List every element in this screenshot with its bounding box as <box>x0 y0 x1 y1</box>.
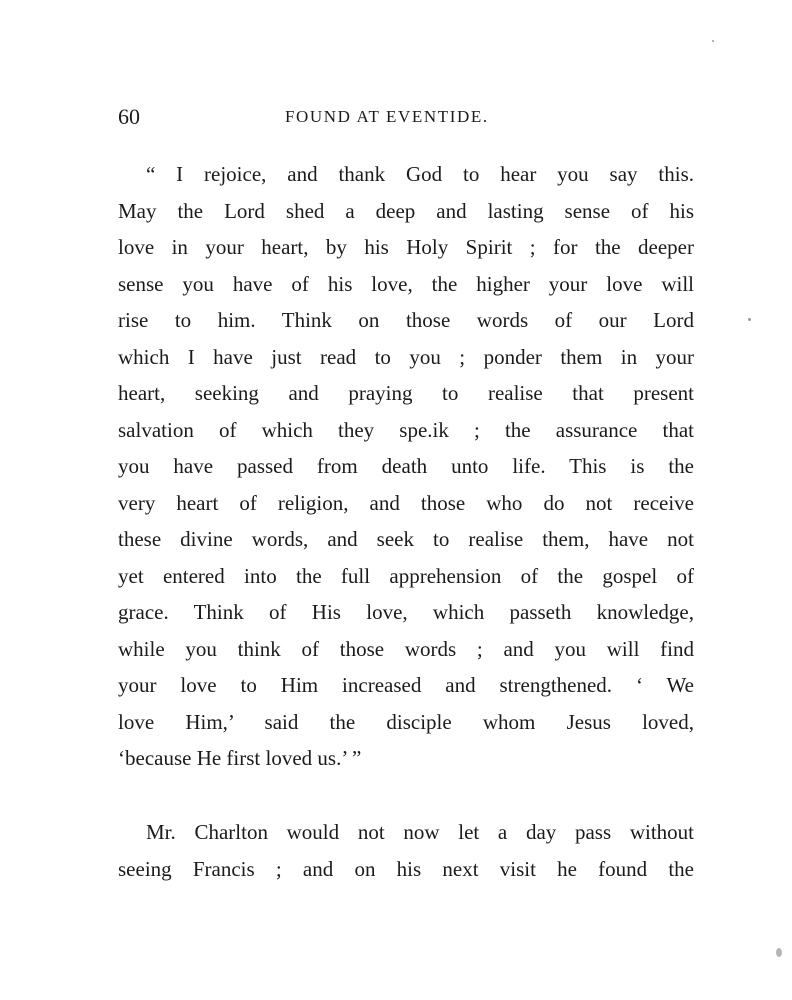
text-line: Mr. Charlton would not now let a day pass without <box>146 820 694 844</box>
text-line: salvation of which they spe.ik ; the assurance that <box>118 417 694 442</box>
text-line: love Him,’ said the disciple whom Jesus loved, <box>118 709 694 734</box>
text-line: “ I rejoice, and thank God to hear you say this. <box>146 162 694 186</box>
text-line: rise to him. Think on those words of our Lord <box>118 308 694 332</box>
paper-speck <box>748 318 751 321</box>
page-number: 60 <box>118 104 140 129</box>
running-head <box>118 104 694 134</box>
text-line: sense you have of his love, the higher your love will <box>118 271 694 296</box>
text-line: ‘because He first loved us.’ ” <box>118 746 362 770</box>
paragraph-quotation <box>118 156 694 777</box>
text-line: grace. Think of His love, which passeth knowledge, <box>118 600 694 624</box>
text-line: love in your heart, by his Holy Spirit ; for the deeper <box>118 235 694 259</box>
text-line: yet entered into the full apprehension of the gospel of <box>118 563 694 588</box>
text-line: May the Lord shed a deep and lasting sense of his <box>118 198 694 223</box>
text-line: your love to Him increased and strengthened. ‘ We <box>118 673 694 697</box>
paper-speck <box>776 948 782 957</box>
text-line: heart, seeking and praying to realise that present <box>118 381 694 405</box>
text-line: these divine words, and seek to realise them, have not <box>118 527 694 551</box>
text-line: which I have just read to you ; ponder them in your <box>118 344 694 369</box>
paper-speck <box>712 40 714 42</box>
running-title: FOUND AT EVENTIDE. <box>285 107 489 126</box>
paragraph-narrative <box>118 814 694 887</box>
text-line: very heart of religion, and those who do not receive <box>118 490 694 515</box>
text-line: you have passed from death unto life. This is the <box>118 454 694 478</box>
text-line: while you think of those words ; and you will find <box>118 636 694 661</box>
text-line: seeing Francis ; and on his next visit he found the <box>118 856 694 881</box>
